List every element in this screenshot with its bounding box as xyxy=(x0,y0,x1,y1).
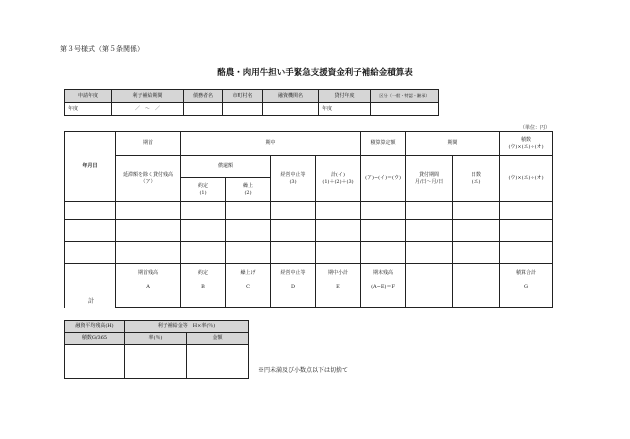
summary-suspension-letter: D xyxy=(290,283,295,290)
col-during: 期中 xyxy=(181,132,361,156)
summary-scheduled-letter: B xyxy=(201,283,205,290)
total-row xyxy=(65,296,553,308)
debtor-name-field[interactable] xyxy=(184,103,223,116)
summary-suspension-label: 経営中止等 xyxy=(280,269,306,276)
summary-subtotal-letter: E xyxy=(336,283,340,290)
suspension-header: 経営中止等 (3) xyxy=(271,156,316,202)
label-loan-year: 貸付年度 xyxy=(319,90,371,103)
scheduled-header: 約定 (1) xyxy=(181,178,226,202)
col-product xyxy=(500,132,553,156)
col-opening: 期首 xyxy=(116,132,181,156)
subtotal-header: 計(イ) (1)＋(2)＋(3) xyxy=(316,156,361,202)
label-municipality: 市町村名 xyxy=(223,90,263,103)
footnote: ※円未満及び小数点以下は切捨て xyxy=(258,367,349,374)
municipality-field[interactable] xyxy=(223,103,263,116)
col-date: 年月日 xyxy=(65,132,116,202)
table-row xyxy=(65,242,553,264)
summary-total-letter: G xyxy=(524,283,529,290)
summary-closing-letter: (A−E)＝F xyxy=(371,283,395,290)
calc-table xyxy=(64,131,553,308)
label-product-per-365: 積数G/365 xyxy=(65,333,125,345)
form-number: 第３号様式（第５条関係） xyxy=(60,45,144,53)
label-subsidy-period: 利子補給期間 xyxy=(112,90,184,103)
summary-early-label: 繰上げ xyxy=(240,269,256,276)
days-header: 日数 (エ) xyxy=(453,156,500,202)
col-product-formula: (ウ)×(エ)÷(オ) xyxy=(508,143,544,150)
label-category: 区分（一般・特認・継承） xyxy=(371,90,439,103)
summary-opening-letter: A xyxy=(146,283,150,290)
avg-balance-field[interactable] xyxy=(65,345,125,379)
bottom-table xyxy=(64,320,249,379)
opening-desc: 延滞額を除く貸付残高（ア） xyxy=(116,156,181,202)
loan-year-field[interactable]: 年度 xyxy=(319,103,371,116)
header-table xyxy=(64,89,439,116)
summary-closing-label: 期末残高 xyxy=(373,269,394,276)
label-amount: 金額 xyxy=(187,333,249,345)
page-title: 酪農・肉用牛担い手緊急支援資金利子補給金積算表 xyxy=(217,68,413,78)
summary-total-label: 積算合計 xyxy=(516,269,537,276)
summary-row xyxy=(65,264,553,296)
summary-subtotal-label: 期中小計 xyxy=(328,269,349,276)
col-product-label: 積数 xyxy=(521,137,532,144)
rate-field[interactable] xyxy=(125,345,187,379)
summary-scheduled-label: 約定 xyxy=(197,269,208,276)
label-subsidy-amount: 利子補給金等 H×率(％) xyxy=(125,321,249,333)
product-formula-header: (ウ)×(エ)÷(オ) xyxy=(500,156,553,202)
total-label: 計 xyxy=(88,298,95,305)
subsidy-period-field[interactable]: ／ ～ ／ xyxy=(112,103,184,116)
label-financial-institution: 融資機関名 xyxy=(263,90,319,103)
col-period: 期間 xyxy=(406,132,500,156)
financial-institution-field[interactable] xyxy=(263,103,319,116)
repayment-header: 償還額 xyxy=(181,156,271,178)
loan-period-header: 貸付期間 月/日～月/日 xyxy=(406,156,453,202)
summary-early-letter: C xyxy=(246,283,250,290)
category-field[interactable] xyxy=(371,103,439,116)
table-row xyxy=(65,220,553,242)
label-debtor-name: 債務者名 xyxy=(184,90,223,103)
early-header: 繰上 (2) xyxy=(226,178,271,202)
summary-opening-label: 期首残高 xyxy=(137,269,158,276)
table-row xyxy=(65,202,553,220)
label-rate: 率(％) xyxy=(125,333,187,345)
calc-formula: (ア)−(イ)＝(ウ) xyxy=(361,156,406,202)
col-calc-amount: 積算算定額 xyxy=(361,132,406,156)
amount-field[interactable] xyxy=(187,345,249,379)
unit-note: （単位：円） xyxy=(520,125,551,131)
label-avg-balance: 融資平均残高(H) xyxy=(65,321,125,333)
label-application-year: 申請年度 xyxy=(65,90,112,103)
application-year-field[interactable]: 年度 xyxy=(65,103,112,116)
